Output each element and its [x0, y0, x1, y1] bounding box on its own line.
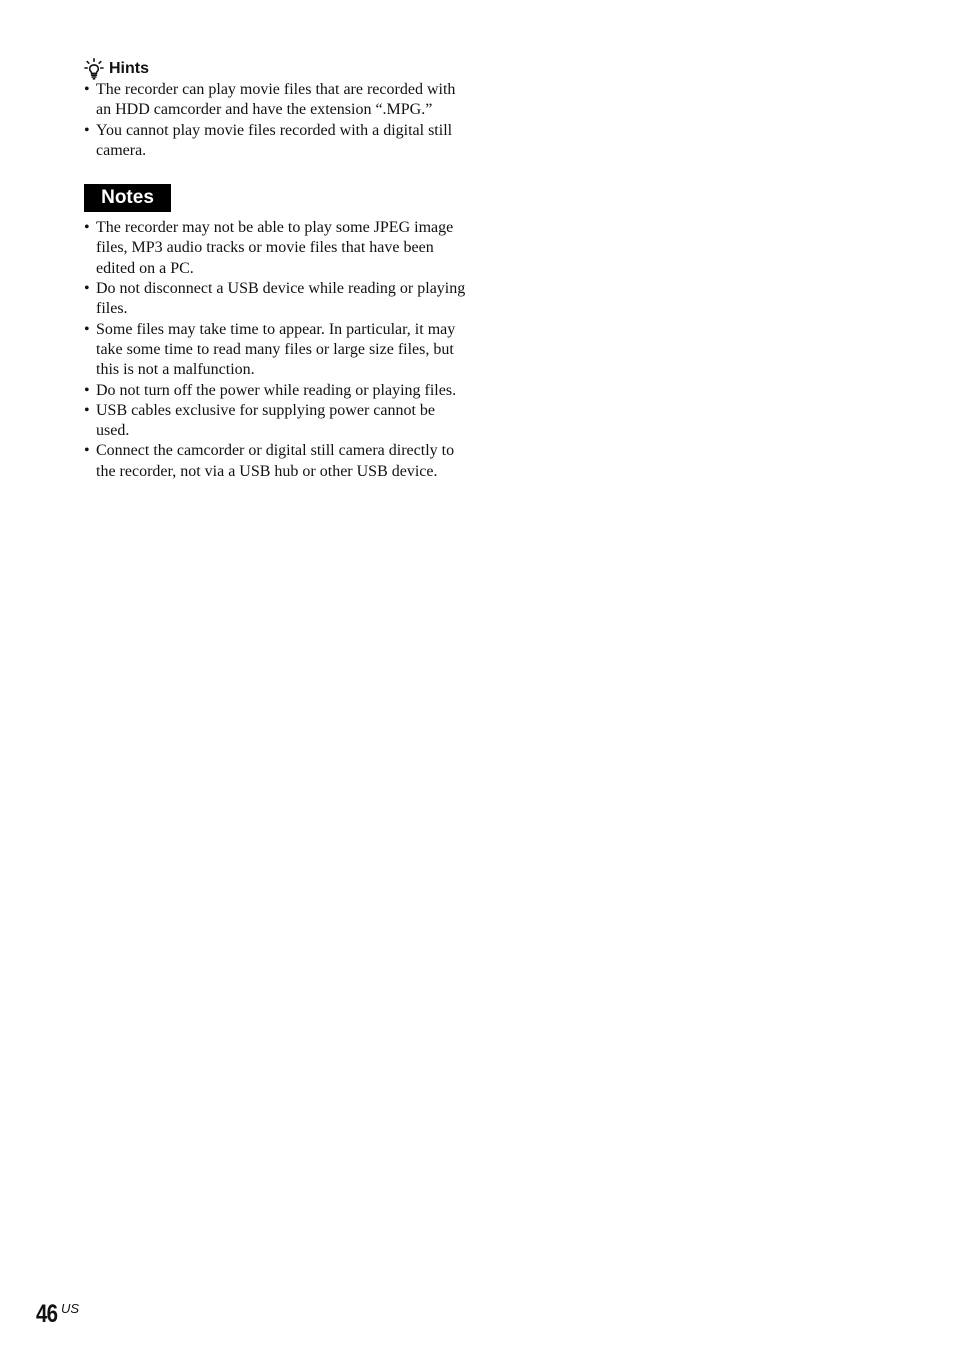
hint-item: • You cannot play movie files recorded with a digital still camera. — [84, 121, 470, 162]
page-number-value: 46 — [36, 1300, 58, 1328]
page-number — [36, 1297, 79, 1331]
hint-item: • The recorder can play movie files that are recorded with an HDD camcorder and have the extension “.MPG.” — [84, 80, 470, 121]
note-item: • The recorder may not be able to play some JPEG image files, MP3 audio tracks or movie files that have been edited on a PC. — [84, 218, 470, 279]
note-item: • Connect the camcorder or digital still camera directly to the recorder, not via a USB hub or other USB device. — [84, 441, 470, 482]
content-column — [84, 58, 470, 482]
hints-title: Hints — [109, 60, 149, 77]
note-item: • Do not turn off the power while reading or playing files. — [84, 381, 470, 401]
lightbulb-icon — [84, 58, 104, 80]
notes-heading: Notes — [84, 184, 171, 212]
hints-list — [84, 80, 470, 161]
hints-heading — [84, 58, 470, 80]
note-item: • Do not disconnect a USB device while reading or playing files. — [84, 279, 470, 320]
note-item: • Some files may take time to appear. In particular, it may take some time to read many files or large size files, but this is not a malfunction. — [84, 320, 470, 381]
note-item: • USB cables exclusive for supplying power cannot be used. — [84, 401, 470, 442]
notes-list — [84, 218, 470, 482]
page-number-suffix: US — [61, 1301, 80, 1316]
